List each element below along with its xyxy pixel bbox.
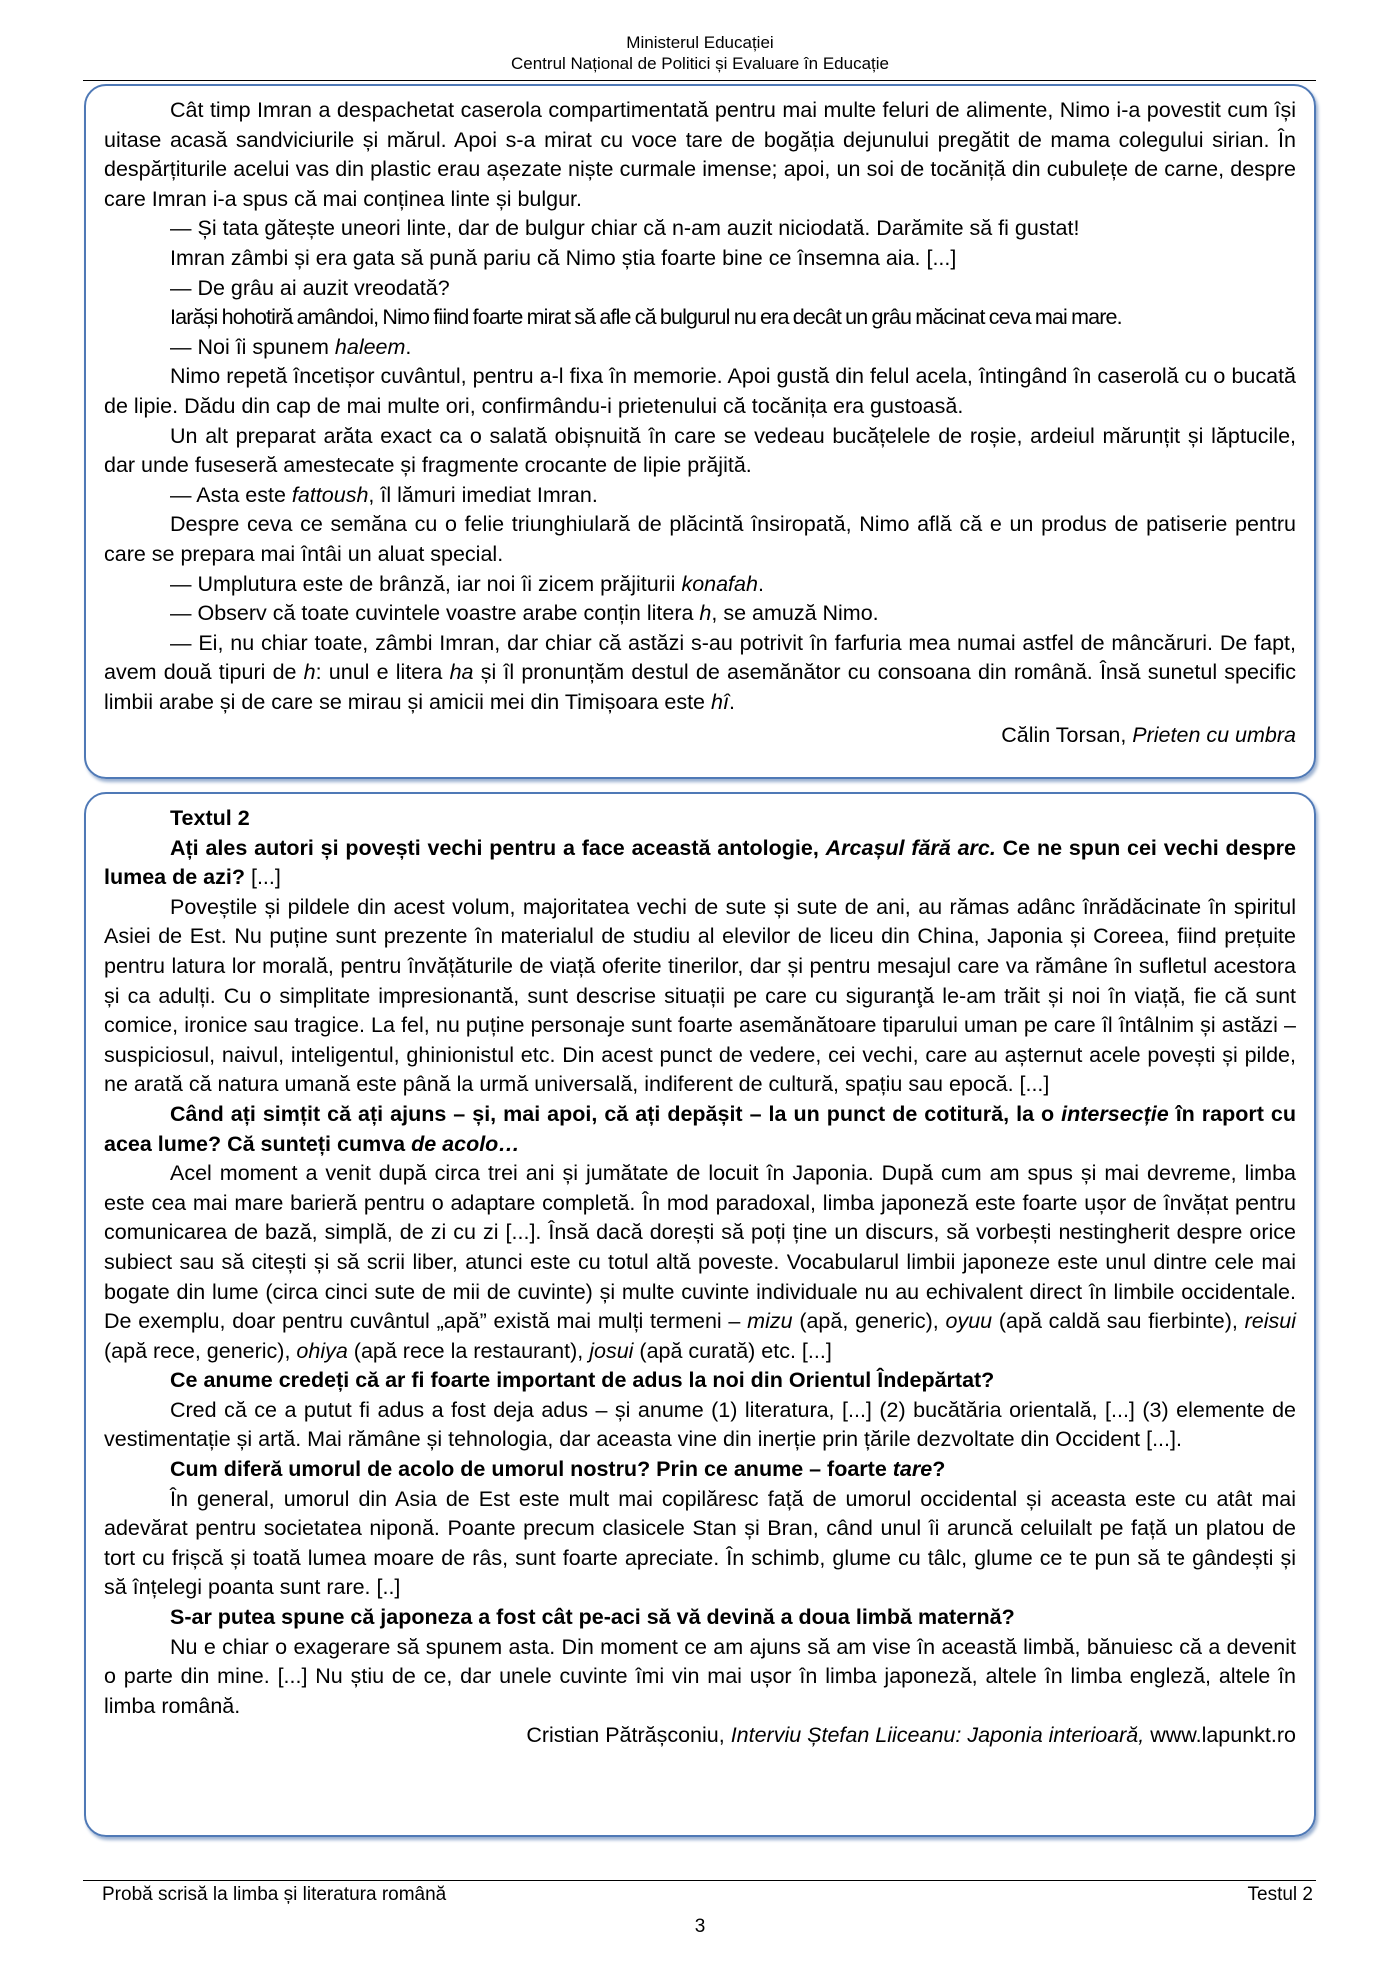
word-fattoush: fattoush	[291, 482, 369, 507]
letter-h: h	[699, 601, 712, 626]
question: S-ar putea spune că japoneza a fost cât pe-aci să vă devină a doua limbă maternă?	[170, 1605, 1015, 1630]
answer: Cred că ce a putut fi adus a fost deja adus – și anume (1) literatura, [...] (2) bucătăria orientală, [...] (3) elemente de vestimentație și artă. Mai rămâne și tehnologia, dar aceasta vine din inerție prin țările dezvoltate din Occident [...].	[104, 1397, 1296, 1452]
dialogue-line: — Observ că toate cuvintele voastre arabe conțin litera h, se amuză Nimo.	[170, 601, 879, 626]
word-konafah: konafah	[681, 571, 758, 596]
page-number: 3	[694, 1916, 706, 1937]
dialogue-line: — Ei, nu chiar toate, zâmbi Imran, dar chiar că astăzi s-au potrivit în farfuria mea numai astfel de mâncăruri. De fapt, avem două tipuri de h: unul e litera ha și îl pronunțăm destul de asemănător cu consoana din română. Însă sunetul specific limbii arabe și de care se mirau și amicii mei din Timișoara este hî.	[104, 630, 1296, 714]
paragraph: Cât timp Imran a despachetat caserola compartimentată pentru mai multe feluri de alimente, Nimo i-a povestit cum își uitase acasă sandviciurile și mărul. Apoi s-a mirat cu voce tare de bogăția dejunului pregătit de mama colegului sirian. În despărțiturile acelui vas din plastic erau așezate niște curmale imense; apoi, un soi de tocăniță din cubulețe de carne, despre care Imran i-a spus că mai conținea linte și bulgur.	[104, 98, 1296, 211]
word-haleem: haleem	[334, 334, 406, 359]
header-divider	[83, 80, 1316, 81]
answer: Acel moment a venit după circa trei ani și jumătate de locuit în Japonia. După cum am spus și mai devreme, limba este cea mai mare barieră pentru o adaptare completă. În mod paradoxal, limba japoneză este foarte ușor de învățat pentru comunicarea de bază, simplă, de zi cu zi [...]. Însă dacă dorești să poți ține un discurs, să vorbești nestingherit despre orice subiect sau să citești și să scrii liber, atunci este cu totul altă poveste. Vocabularul limbii japoneze este unul dintre cele mai bogate din lume (circa cinci sute de mii de cuvinte) și multe cuvinte individuale nu au echivalent direct în limbile occidentale. De exemplu, doar pentru cuvântul „apă” există mai mulți termeni – mizu (apă, generic), oyuu (apă caldă sau fierbinte), reisui (apă rece, generic), ohiya (apă rece la restaurant), josui (apă curată) etc. [...]	[104, 1161, 1296, 1363]
paragraph: Iarăși hohotiră amândoi, Nimo fiind foarte mirat să afle că bulgurul nu era decât un grâu măcinat ceva mai mare.	[170, 305, 1122, 330]
dialogue-line: — Umplutura este de brânză, iar noi îi zicem prăjiturii konafah.	[170, 571, 764, 596]
text2-source: Cristian Pătrășconiu, Interviu Ștefan Liiceanu: Japonia interioară, www.lapunkt.ro	[526, 1723, 1296, 1748]
paragraph: Imran zâmbi și era gata să pună pariu că Nimo știa foarte bine ce însemna aia. [...]	[170, 245, 957, 270]
footer-test-number: Testul 2	[1247, 1884, 1313, 1905]
text1-author: Călin Torsan, Prieten cu umbra	[1001, 723, 1296, 748]
footer-exam-name: Probă scrisă la limba și literatura română	[102, 1884, 447, 1905]
dialogue-line: — Asta este fattoush, îl lămuri imediat Imran.	[170, 482, 598, 507]
answer: Nu e chiar o exagerare să spunem asta. Din moment ce am ajuns să am vise în această limbă, bănuiesc că a devenit o parte din mine. [...] Nu știu de ce, dar unele cuvinte îmi vin mai ușor în limba japoneză, altele în limba engleză, altele în limba română.	[104, 1634, 1296, 1718]
dialogue-line: — Noi îi spunem haleem.	[170, 334, 412, 359]
page-header	[0, 32, 1400, 74]
dialogue-line: — De grâu ai auzit vreodată?	[170, 275, 450, 300]
question: Cum diferă umorul de acolo de umorul nostru? Prin ce anume – foarte tare?	[170, 1457, 946, 1482]
question: Ați ales autori și povești vechi pentru a face această antologie, Arcașul fără arc. Ce ne spun cei vechi despre lumea de azi? [...]	[104, 835, 1297, 890]
text2-title: Textul 2	[170, 806, 250, 830]
footer-divider	[83, 1880, 1316, 1881]
paragraph: Nimo repetă încetișor cuvântul, pentru a-l fixa în memorie. Apoi gustă din felul acela, întingând în caserolă cu o bucată de lipie. Dădu din cap de mai multe ori, confirmându-i prietenului că tocănița era gustoasă.	[104, 364, 1296, 418]
text1-box	[84, 84, 1316, 779]
question: Când ați simțit că ați ajuns – și, mai apoi, că ați depășit – la un punct de cotitură, la o intersecție în raport cu acea lume? Că sunteți cumva de acolo…	[104, 1101, 1297, 1156]
answer: În general, umorul din Asia de Est este mult mai copilăresc față de umorul occidental și aceasta este cu atât mai adevărat pentru societatea niponă. Poante precum clasicele Stan și Bran, când unul îi aruncă celuilalt pe față un platou de tort cu frișcă și toată lumea moare de râs, sunt foarte apreciate. În schimb, glume cu tâlc, glume ce te pun să te gândești și să înțelegi poanta sunt rare. [..]	[104, 1486, 1296, 1600]
question: Ce anume credeți că ar fi foarte important de adus la noi din Orientul Îndepărtat?	[170, 1368, 995, 1393]
paragraph: Despre ceva ce semăna cu o felie triunghiulară de plăcintă însiropată, Nimo află că e un produs de patiserie pentru care se prepara mai întâi un aluat special.	[104, 512, 1296, 566]
text2-box	[84, 792, 1316, 1837]
ministry-name: Ministerul Educației	[626, 33, 774, 52]
center-name: Centrul Național de Politici și Evaluare în Educație	[511, 54, 889, 73]
paragraph: Un alt preparat arăta exact ca o salată obișnuită în care se vedeau bucățelele de roșie, ardeiul mărunțit și lăptucile, dar unde fuseseră amestecate și fragmente crocante de lipie prăjită.	[104, 423, 1296, 478]
dialogue-line: — Și tata gătește uneori linte, dar de bulgur chiar că n-am auzit niciodată. Darămite să fi gustat!	[170, 216, 1080, 241]
answer: Poveștile și pildele din acest volum, majoritatea vechi de sute și sute de ani, au rămas adânc înrădăcinate în spiritul Asiei de Est. Nu puține sunt prezente în materialul de studiu al elevilor de liceu din China, Japonia și Coreea, fiind prețuite pentru latura lor morală, pentru învățăturile de viață oferite tinerilor, dar și pentru mesajul care va rămâne în sufletul acestora și ca adulți. Cu o simplitate impresionantă, sunt descrise situații pe care cu siguranţă le-am trăit și noi în viață, fie că sunt comice, ironice sau tragice. La fel, nu puține personaje sunt foarte asemănătoare tiparului uman pe care îl întâlnim și astăzi – suspiciosul, naivul, inteligentul, ghinionistul etc. Din acest punct de vedere, cei vechi, care au așternut acele povești și pilde, ne arată că natura umană este până la urmă universală, indiferent de cultură, spațiu sau epocă. [...]	[104, 894, 1296, 1097]
